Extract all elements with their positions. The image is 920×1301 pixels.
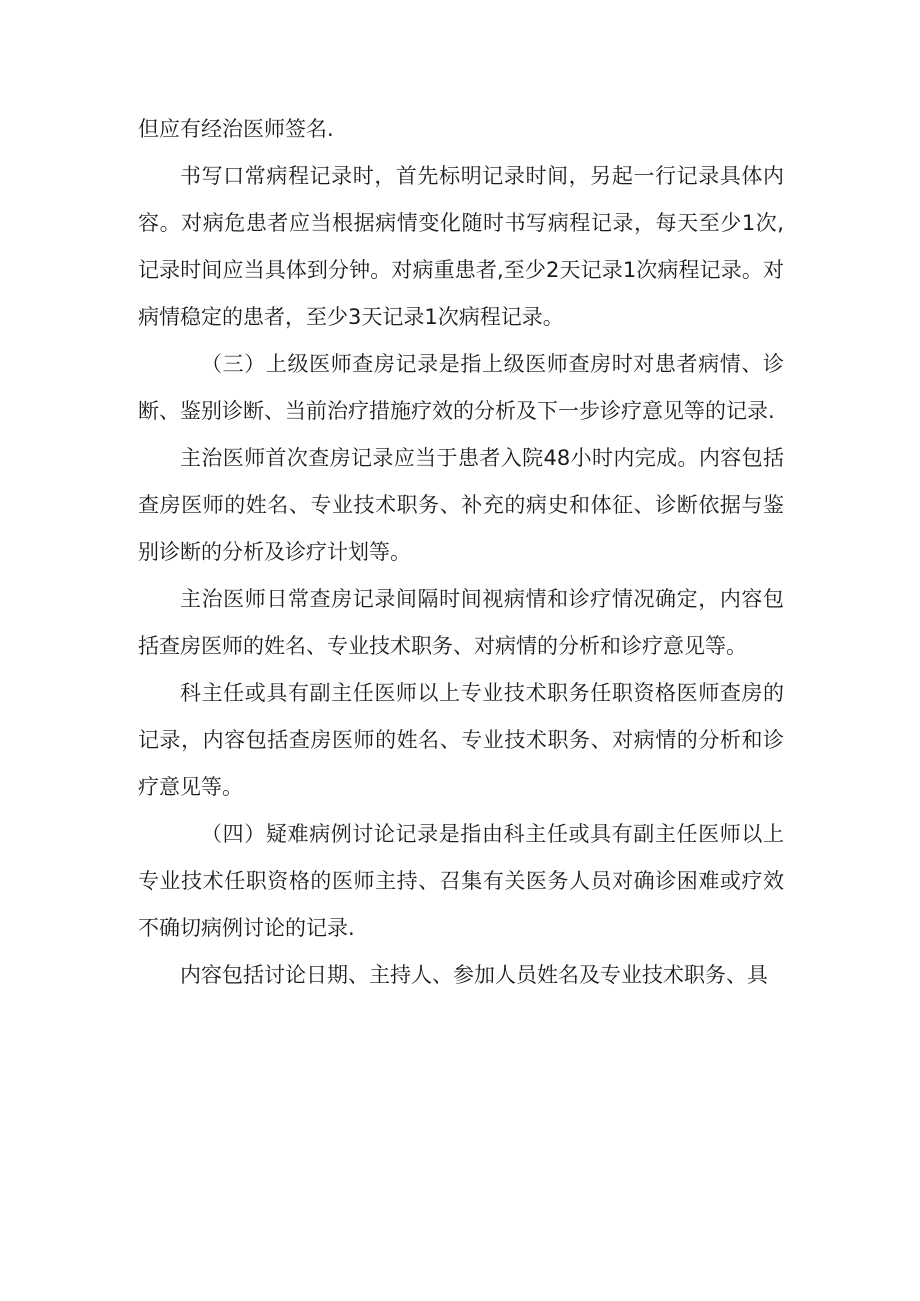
paragraph-first-rounds: 主治医师首次查房记录应当于患者入院48小时内完成。内容包括查房医师的姓名、专业技术职务、补充的病史和体征、诊断依据与鉴别诊断的分析及诊疗计划等。 (138, 446, 784, 564)
paragraph-daily-progress-notes: 书写口常病程记录时，首先标明记录时间，另起一行记录具体内容。对病危患者应当根据病情变化随时书写病程记录，每天至少1次,记录时间应当具体到分钟。对病重患者,至少2天记录1次病程记录。对病情稳定的患者，至少3天记录1次病程记录。 (138, 164, 784, 329)
paragraph-senior-rounds-definition: （三）上级医师查房记录是指上级医师查房时对患者病情、诊断、鉴别诊断、当前治疗措施疗效的分析及下一步诊疗意见等的记录. (138, 352, 784, 423)
paragraph-director-rounds: 科主任或具有副主任医师以上专业技术职务任职资格医师查房的记录，内容包括查房医师的姓名、专业技术职务、对病情的分析和诊疗意见等。 (138, 681, 784, 799)
paragraph-signature-note: 但应有经治医师签名. (138, 117, 334, 141)
paragraph-discussion-contents: 内容包括讨论日期、主持人、参加人员姓名及专业技术职务、具 (180, 963, 768, 987)
paragraph-daily-rounds: 主治医师日常查房记录间隔时间视病情和诊疗情况确定，内容包括查房医师的姓名、专业技术职务、对病情的分析和诊疗意见等。 (138, 587, 784, 658)
paragraph-difficult-case-discussion: （四）疑难病例讨论记录是指由科主任或具有副主任医师以上专业技术任职资格的医师主持、召集有关医务人员对确诊困难或疗效不确切病例讨论的记录. (138, 822, 784, 940)
document-body (138, 106, 784, 999)
